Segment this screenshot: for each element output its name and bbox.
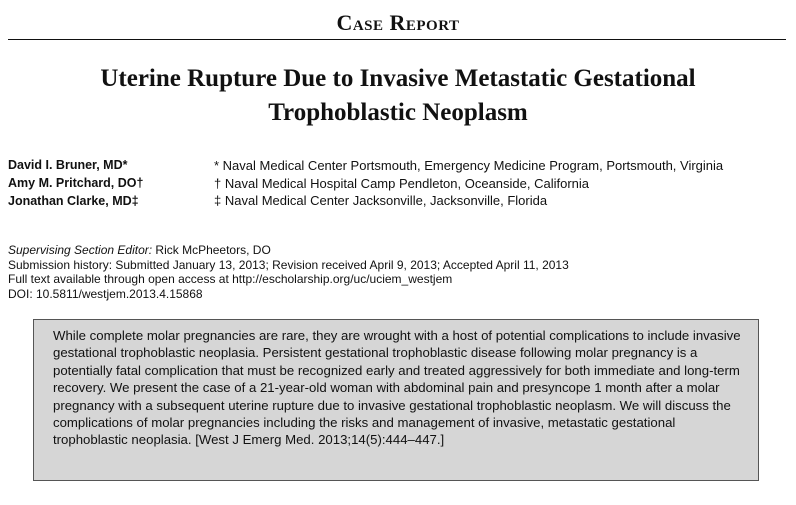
section-heading: Case Report bbox=[336, 10, 460, 35]
section-editor bbox=[8, 243, 788, 258]
submission-history: Submission history: Submitted January 13, 2013; Revision received April 9, 2013; Accepted April 11, 2013 bbox=[8, 257, 569, 272]
abstract-box: While complete molar pregnancies are rare, they are wrought with a host of potential complications to include invasive gestational trophoblastic neoplasia. Persistent gestational trophoblastic disease following molar pregnancy is a potentially fatal complication that must be recognized early and treated aggressively for both immediate and long-term recovery. We present the case of a 21-year-old woman with abdominal pain and presyncope 1 month after a molar pregnancy with a subsequent uterine rupture due to invasive gestational trophoblastic neoplasm. We will discuss the complications of molar pregnancies including the risks and management of invasive, metastatic gestational trophoblastic neoplasia. [West J Emerg Med. 2013;14(5):444–447.] bbox=[33, 319, 759, 481]
doi: DOI: 10.5811/westjem.2013.4.15868 bbox=[8, 286, 203, 301]
affiliation: * Naval Medical Center Portsmouth, Emergency Medicine Program, Portsmouth, Virginia bbox=[214, 158, 724, 173]
title-line: Trophoblastic Neoplasm bbox=[268, 99, 528, 126]
fulltext-link[interactable]: Full text available through open access at http://escholarship.org/uc/uciem_westjem bbox=[8, 272, 453, 286]
article-metadata bbox=[8, 243, 788, 301]
author-name: David I. Bruner, MD* bbox=[8, 158, 128, 172]
author-name: Jonathan Clarke, MD‡ bbox=[8, 194, 139, 208]
header-rule bbox=[8, 39, 786, 40]
article-title bbox=[0, 62, 796, 130]
title-line: Uterine Rupture Due to Invasive Metastatic Gestational bbox=[100, 65, 696, 92]
affiliation: † Naval Medical Hospital Camp Pendleton, Oceanside, California bbox=[214, 175, 590, 191]
editor-label: Supervising Section Editor: bbox=[8, 243, 153, 257]
affiliation: ‡ Naval Medical Center Jacksonville, Jacksonville, Florida bbox=[214, 193, 548, 208]
affiliation-list bbox=[214, 157, 789, 210]
author-list bbox=[8, 156, 208, 210]
author-name: Amy M. Pritchard, DO† bbox=[8, 176, 144, 190]
editor-name: Rick McPheetors, DO bbox=[152, 243, 271, 257]
